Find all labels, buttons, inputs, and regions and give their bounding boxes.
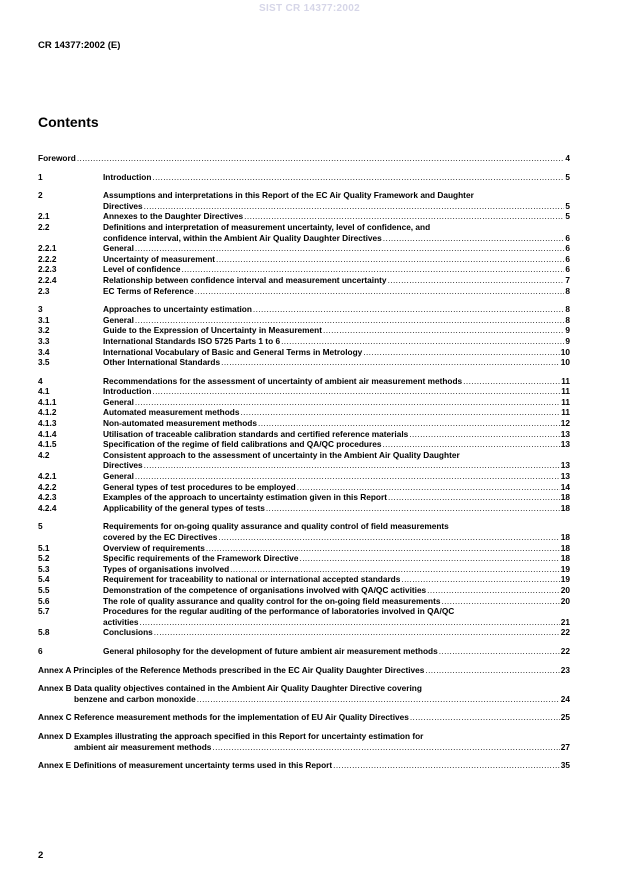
toc-leader-dots: [144, 201, 565, 212]
toc-entry-title: Conclusions: [103, 627, 153, 638]
toc-entry-page: 4: [565, 153, 570, 163]
toc-entry-title: Specific requirements of the Framework Directive: [103, 553, 299, 564]
toc-leader-dots: [410, 712, 560, 723]
toc-entry[interactable]: [38, 386, 570, 397]
toc-entry-number: 2.2.4: [38, 274, 57, 285]
toc-entry-title: EC Terms of Reference: [103, 285, 194, 296]
toc-entry[interactable]: [38, 397, 570, 408]
toc-entry-title: Uncertainty of measurement: [103, 253, 216, 264]
toc-entry-number: 5.1: [38, 542, 50, 553]
toc-entry[interactable]: [38, 254, 570, 265]
toc-entry-title: Requirements for on-going quality assurance and quality control of field measurements: [103, 521, 449, 532]
toc-entry-title: Non-automated measurement methods: [103, 418, 257, 429]
toc-entry[interactable]: [38, 503, 570, 514]
toc-entry-page: 11: [561, 386, 570, 397]
toc-leader-dots: [409, 429, 560, 440]
toc-leader-dots: [206, 543, 560, 554]
toc-entry-title: General philosophy for the development of future ambient air measurement methods: [103, 645, 438, 656]
toc-entry[interactable]: [38, 683, 570, 704]
toc-leader-dots: [230, 564, 560, 575]
toc-entry-title: International Standards ISO 5725 Parts 1 to 6: [103, 335, 281, 346]
toc-entry-number: 4.1.2: [38, 407, 57, 418]
toc-entry[interactable]: [38, 315, 570, 326]
toc-entry-title: Applicability of the general types of tests: [103, 502, 265, 513]
toc-entry-number: 4.2.4: [38, 502, 57, 513]
toc-leader-dots: [144, 460, 560, 471]
toc-entry-title: activities: [103, 616, 139, 627]
toc-entry-page: 11: [561, 407, 570, 418]
toc-leader-dots: [463, 376, 560, 387]
toc-entry[interactable]: [38, 574, 570, 585]
toc-title: Contents: [38, 114, 99, 130]
toc-entry-title: Procedures for the regular auditing of the performance of laboratories involved in QA/QC: [103, 606, 455, 617]
toc-entry-number: 4.2.3: [38, 492, 57, 503]
toc-leader-dots: [216, 254, 564, 265]
toc-entry-title: Annex B Data quality objectives contained in the Ambient Air Quality Daughter Directive covering: [38, 683, 422, 694]
toc-entry-number: 4.2.1: [38, 471, 57, 482]
toc-entry[interactable]: [38, 450, 570, 471]
toc-entry-title: Annex D Examples illustrating the approach specified in this Report for uncertainty estimation for: [38, 730, 424, 741]
toc-entry-page: 18: [560, 532, 570, 542]
toc-entry-title: benzene and carbon monoxide: [74, 693, 196, 704]
toc-entry-page: 6: [565, 264, 570, 275]
toc-entry-title: Annex A Principles of the Reference Methods prescribed in the EC Air Quality Daughter Directives: [38, 664, 425, 675]
table-of-contents: [38, 153, 570, 771]
toc-entry[interactable]: [38, 665, 570, 676]
toc-entry-number: 5.2: [38, 553, 50, 564]
toc-leader-dots: [333, 760, 560, 771]
toc-entry[interactable]: [38, 190, 570, 211]
toc-entry-number: 3.4: [38, 346, 50, 357]
toc-entry-page: 35: [560, 760, 570, 771]
toc-entry[interactable]: [38, 439, 570, 450]
toc-entry-title: Annexes to the Daughter Directives: [103, 211, 244, 222]
toc-leader-dots: [197, 694, 560, 705]
toc-entry-page: 22: [560, 627, 570, 638]
toc-entry-number: 5.6: [38, 595, 50, 606]
toc-entry-number: 4.1.3: [38, 418, 57, 429]
toc-leader-dots: [297, 482, 560, 493]
toc-entry[interactable]: [38, 521, 570, 542]
toc-leader-dots: [323, 325, 564, 336]
toc-entry-number: 3: [38, 304, 43, 315]
toc-entry-title: Introduction: [103, 171, 152, 182]
toc-entry-page: 13: [560, 471, 570, 482]
toc-entry-number: 5.8: [38, 627, 50, 638]
toc-entry-page: 8: [565, 314, 570, 325]
toc-entry-page: 10: [560, 346, 570, 357]
document-id: CR 14377:2002 (E): [38, 40, 121, 51]
toc-entry-page: 13: [560, 460, 570, 471]
page-number: 2: [38, 850, 44, 861]
toc-entry-title: General: [103, 314, 134, 325]
toc-entry[interactable]: [38, 336, 570, 347]
toc-entry-page: 9: [565, 335, 570, 346]
toc-entry-number: 4.1: [38, 386, 50, 397]
toc-leader-dots: [135, 315, 564, 326]
toc-leader-dots: [401, 574, 559, 585]
toc-entry[interactable]: [38, 243, 570, 254]
toc-entry[interactable]: [38, 482, 570, 493]
toc-entry-number: 2.2.3: [38, 264, 57, 275]
toc-leader-dots: [135, 243, 564, 254]
toc-entry-page: 5: [565, 211, 570, 222]
toc-entry[interactable]: [38, 564, 570, 575]
toc-entry-page: 20: [560, 584, 570, 595]
toc-entry-title: Demonstration of the competence of organisations involved with QA/QC activities: [103, 584, 427, 595]
toc-entry-title: Assumptions and interpretations in this Report of the EC Air Quality Framework and Daughter: [103, 190, 474, 201]
toc-leader-dots: [221, 357, 560, 368]
toc-entry-page: 6: [565, 243, 570, 254]
toc-entry-title: Consistent approach to the assessment of uncertainty in the Ambient Air Quality Daughter: [103, 449, 460, 460]
toc-entry-title: Relationship between confidence interval and measurement uncertainty: [103, 274, 387, 285]
toc-entry[interactable]: [38, 357, 570, 368]
toc-leader-dots: [388, 275, 565, 286]
toc-leader-dots: [383, 233, 565, 244]
toc-leader-dots: [218, 532, 559, 543]
toc-entry-title: Annex E Definitions of measurement uncertainty terms used in this Report: [38, 760, 333, 771]
toc-entry-page: 9: [565, 325, 570, 336]
toc-entry-page: 10: [560, 357, 570, 368]
toc-entry-page: 18: [560, 502, 570, 513]
toc-entry-title: Examples of the approach to uncertainty estimation given in this Report: [103, 492, 387, 503]
toc-entry[interactable]: [38, 646, 570, 657]
toc-entry-number: 4: [38, 375, 43, 386]
toc-leader-dots: [363, 347, 560, 358]
toc-entry-page: 21: [560, 616, 570, 627]
toc-entry-page: 5: [565, 200, 570, 211]
toc-entry-title: Approaches to uncertainty estimation: [103, 304, 252, 315]
toc-entry-number: 2.3: [38, 285, 50, 296]
toc-entry-title: Introduction: [103, 386, 152, 397]
toc-entry-number: 3.5: [38, 357, 50, 368]
toc-entry[interactable]: [38, 471, 570, 482]
toc-entry[interactable]: [38, 264, 570, 275]
toc-entry-title: General: [103, 396, 134, 407]
toc-entry[interactable]: [38, 543, 570, 554]
toc-entry-page: 11: [561, 396, 570, 407]
toc-entry[interactable]: [38, 596, 570, 607]
toc-entry[interactable]: [38, 347, 570, 358]
toc-entry-page: 24: [560, 693, 570, 704]
toc-entry-number: 3.3: [38, 335, 50, 346]
toc-entry-number: 3.2: [38, 325, 50, 336]
toc-entry-page: 6: [565, 232, 570, 243]
toc-entry-title: Annex C Reference measurement methods for the implementation of EU Air Quality Directives: [38, 712, 409, 723]
toc-entry-title: Foreword: [38, 153, 76, 163]
toc-leader-dots: [152, 386, 560, 397]
toc-entry-title: Automated measurement methods: [103, 407, 240, 418]
toc-entry[interactable]: [38, 492, 570, 503]
toc-entry-number: 2.2.1: [38, 243, 57, 254]
toc-entry-title: Recommendations for the assessment of uncertainty of ambient air measurement methods: [103, 375, 463, 386]
toc-entry-page: 18: [560, 553, 570, 564]
toc-leader-dots: [212, 742, 559, 753]
toc-leader-dots: [388, 492, 560, 503]
toc-entry-number: 5.4: [38, 574, 50, 585]
toc-entry-page: 6: [565, 253, 570, 264]
toc-leader-dots: [258, 418, 560, 429]
toc-entry[interactable]: [38, 286, 570, 297]
toc-entry[interactable]: [38, 325, 570, 336]
toc-leader-dots: [152, 172, 564, 183]
toc-leader-dots: [140, 617, 560, 628]
toc-entry[interactable]: [38, 407, 570, 418]
toc-entry-page: 20: [560, 595, 570, 606]
toc-entry[interactable]: [38, 304, 570, 315]
toc-entry-number: 2.1: [38, 211, 50, 222]
toc-entry-title: Other International Standards: [103, 357, 221, 368]
toc-entry-page: 27: [560, 741, 570, 752]
toc-leader-dots: [441, 596, 559, 607]
toc-entry-number: 4.1.1: [38, 396, 57, 407]
toc-entry-number: 1: [38, 171, 43, 182]
toc-entry-title: Utilisation of traceable calibration standards and certified reference materials: [103, 428, 409, 439]
toc-entry-number: 2.2: [38, 221, 50, 232]
toc-leader-dots: [244, 211, 564, 222]
toc-entry-number: 3.1: [38, 314, 50, 325]
toc-entry[interactable]: [38, 606, 570, 627]
toc-entry-title: Directives: [103, 460, 143, 471]
toc-entry-title: Specification of the regime of field calibrations and QA/QC procedures: [103, 439, 382, 450]
toc-entry-title: Definitions and interpretation of measurement uncertainty, level of confidence, and: [103, 221, 431, 232]
toc-entry-number: 6: [38, 645, 43, 656]
toc-entry[interactable]: [38, 627, 570, 638]
toc-entry-page: 19: [560, 574, 570, 585]
toc-leader-dots: [382, 439, 559, 450]
toc-entry-number: 2: [38, 190, 43, 201]
toc-entry[interactable]: [38, 712, 570, 723]
toc-leader-dots: [439, 646, 560, 657]
toc-entry-number: 5: [38, 521, 43, 532]
toc-entry[interactable]: [38, 211, 570, 222]
toc-leader-dots: [77, 153, 565, 164]
toc-entry[interactable]: [38, 172, 570, 183]
toc-entry-title: General: [103, 471, 134, 482]
toc-entry-number: 5.7: [38, 606, 50, 617]
toc-entry[interactable]: [38, 222, 570, 243]
toc-entry-title: Requirement for traceability to national or international accepted standards: [103, 574, 401, 585]
toc-entry-title: covered by the EC Directives: [103, 532, 218, 542]
toc-entry-title: ambient air measurement methods: [74, 741, 212, 752]
toc-entry[interactable]: [38, 585, 570, 596]
toc-entry-title: Guide to the Expression of Uncertainty in Measurement: [103, 325, 322, 336]
toc-entry[interactable]: [38, 376, 570, 387]
toc-leader-dots: [300, 553, 560, 564]
toc-entry-title: General types of test procedures to be employed: [103, 481, 296, 492]
toc-entry-title: Directives: [103, 200, 143, 211]
toc-entry-page: 23: [560, 664, 570, 675]
toc-entry[interactable]: [38, 275, 570, 286]
toc-entry[interactable]: [38, 553, 570, 564]
toc-entry-page: 14: [560, 481, 570, 492]
toc-entry-title: confidence interval, within the Ambient Air Quality Daughter Directives: [103, 232, 382, 243]
toc-leader-dots: [427, 585, 560, 596]
toc-entry-number: 5.5: [38, 584, 50, 595]
toc-entry[interactable]: [38, 760, 570, 771]
toc-entry-title: Types of organisations involved: [103, 563, 230, 574]
toc-entry-title: The role of quality assurance and quality control for the on-going field measurements: [103, 595, 441, 606]
toc-leader-dots: [195, 286, 565, 297]
toc-entry-page: 12: [560, 418, 570, 429]
toc-leader-dots: [253, 304, 564, 315]
toc-entry-title: General: [103, 243, 134, 254]
toc-entry-number: 4.1.4: [38, 428, 57, 439]
toc-entry-number: 4.2.2: [38, 481, 57, 492]
toc-entry-page: 18: [560, 492, 570, 503]
toc-entry[interactable]: [38, 429, 570, 440]
toc-entry-page: 8: [565, 304, 570, 315]
toc-leader-dots: [281, 336, 564, 347]
toc-leader-dots: [135, 471, 560, 482]
toc-leader-dots: [240, 407, 560, 418]
toc-entry-page: 8: [565, 285, 570, 296]
toc-entry-title: Level of confidence: [103, 264, 181, 275]
toc-entry-page: 11: [561, 375, 570, 386]
toc-entry-number: 4.1.5: [38, 439, 57, 450]
toc-entry-page: 22: [560, 645, 570, 656]
toc-entry-page: 5: [565, 171, 570, 182]
toc-entry-title: Overview of requirements: [103, 542, 205, 553]
toc-entry-title: International Vocabulary of Basic and General Terms in Metrology: [103, 346, 363, 357]
toc-entry-page: 13: [560, 428, 570, 439]
toc-entry[interactable]: [38, 153, 570, 164]
toc-entry-number: 5.3: [38, 563, 50, 574]
toc-entry-page: 19: [560, 563, 570, 574]
toc-entry-number: 4.2: [38, 449, 50, 460]
toc-entry-page: 18: [560, 542, 570, 553]
toc-entry-page: 25: [560, 712, 570, 723]
toc-entry[interactable]: [38, 731, 570, 752]
toc-leader-dots: [425, 665, 559, 676]
toc-leader-dots: [135, 397, 560, 408]
toc-entry-number: 2.2.2: [38, 253, 57, 264]
watermark: SIST CR 14377:2002: [258, 3, 360, 14]
toc-leader-dots: [181, 264, 564, 275]
toc-leader-dots: [266, 503, 560, 514]
toc-entry-page: 7: [565, 274, 570, 285]
toc-leader-dots: [154, 627, 560, 638]
toc-entry[interactable]: [38, 418, 570, 429]
toc-entry-page: 13: [560, 439, 570, 450]
